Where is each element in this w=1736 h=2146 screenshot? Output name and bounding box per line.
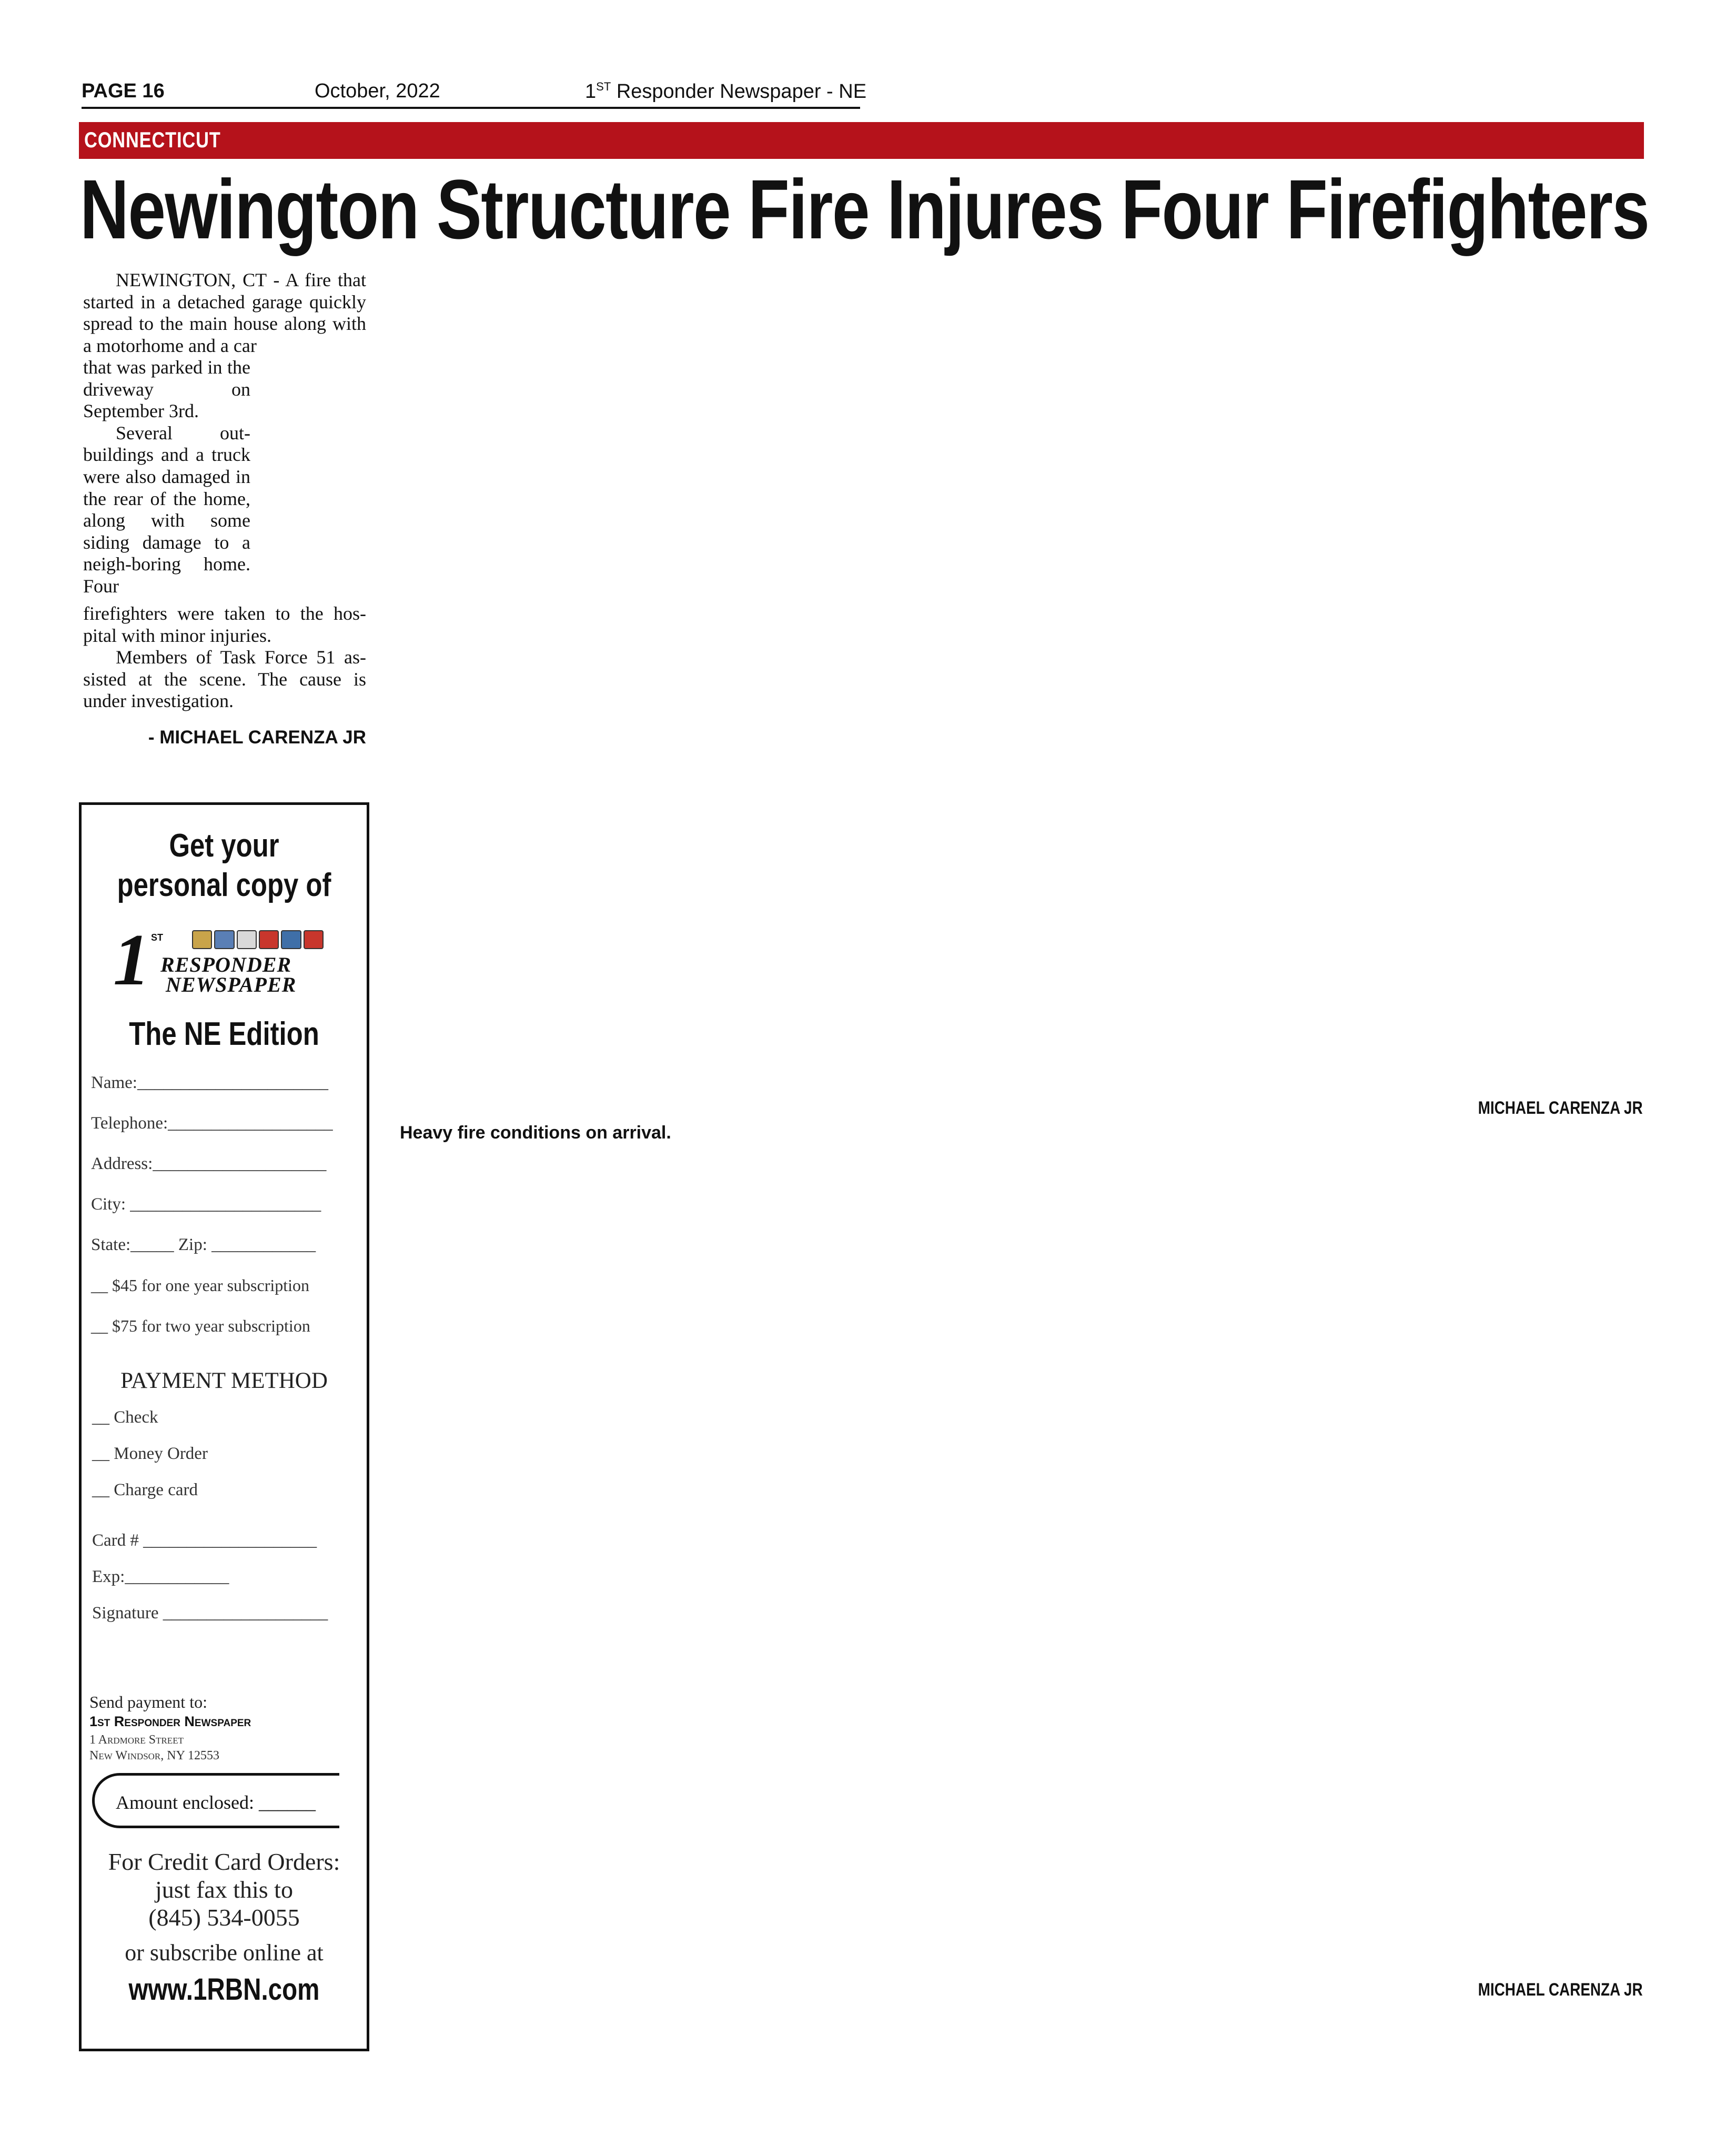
logo-responder: RESPONDER	[160, 953, 292, 976]
page-number: PAGE 16	[82, 80, 165, 102]
section-bar	[79, 122, 1644, 159]
credit-card-line-1: For Credit Card Orders:	[108, 1848, 340, 1875]
send-payment-org: 1st Responder Newspaper	[89, 1714, 251, 1729]
logo-numeral: 1	[113, 919, 150, 1001]
send-payment-label: Send payment to:	[89, 1692, 207, 1711]
name-field[interactable]: Name:______________________	[91, 1073, 328, 1092]
article-byline: - MICHAEL CARENZA JR	[148, 727, 366, 748]
city-field[interactable]: City: ______________________	[91, 1195, 321, 1214]
publication-prefix: 1	[585, 80, 597, 103]
subscribe-url-link[interactable]: www.1RBN.com	[128, 1972, 320, 2007]
article-p2: Several out-buildings and a truck were also damaged in the rear of the home, along with some siding damage to a neigh-boring home. Four	[83, 422, 250, 597]
two-year-option[interactable]: __ $75 for two year subscription	[91, 1316, 310, 1335]
state-zip-field[interactable]: State:_____ Zip: ____________	[91, 1235, 316, 1254]
check-option[interactable]: __ Check	[92, 1408, 158, 1427]
address-field[interactable]: Address:____________________	[91, 1154, 327, 1173]
subscribe-online-label: or subscribe online at	[125, 1940, 324, 1966]
subscription-heading	[107, 826, 341, 905]
amount-enclosed-box[interactable]	[92, 1773, 339, 1828]
article-p2-tail: firefighters were taken to the hos-pital with minor injuries.	[83, 603, 366, 646]
exp-field[interactable]: Exp:____________	[92, 1567, 229, 1586]
charge-card-option[interactable]: __ Charge card	[92, 1480, 198, 1499]
article-p3: Members of Task Force 51 as-sisted at the scene. The cause is under investigation.	[83, 647, 366, 712]
header-rule	[82, 107, 860, 109]
logo-newspaper: NEWSPAPER	[166, 973, 297, 996]
logo-st: ST	[151, 932, 164, 943]
card-number-field[interactable]: Card # ____________________	[92, 1531, 317, 1550]
credit-card-line-2: just fax this to	[155, 1876, 293, 1903]
logo-trucks-icon	[192, 930, 324, 949]
publication-sup: ST	[596, 80, 611, 93]
issue-date: October, 2022	[315, 80, 440, 102]
send-payment-address-2: New Windsor, NY 12553	[89, 1749, 220, 1762]
amount-enclosed-label: Amount enclosed: ______	[116, 1792, 316, 1813]
headline: Newington Structure Fire Injures Four Firefighters	[80, 162, 1649, 256]
newspaper-logo	[113, 919, 339, 1001]
photo-caption-1: Heavy fire conditions on arrival.	[400, 1123, 671, 1143]
photo-credit-2: MICHAEL CARENZA JR	[1478, 1980, 1643, 2000]
money-order-option[interactable]: __ Money Order	[92, 1444, 208, 1463]
subscription-form	[79, 802, 369, 2051]
telephone-field[interactable]: Telephone:___________________	[91, 1114, 333, 1133]
payment-method-title: PAYMENT METHOD	[120, 1368, 328, 1393]
fax-number: (845) 534-0055	[148, 1904, 300, 1931]
subscription-heading-line2: personal copy of	[117, 867, 331, 903]
edition-title: The NE Edition	[129, 1016, 319, 1052]
send-payment-address-1: 1 Ardmore Street	[89, 1733, 184, 1747]
subscription-heading-line1: Get your	[169, 828, 279, 864]
article-narrow-column	[83, 357, 250, 598]
section-label: CONNECTICUT	[84, 127, 221, 152]
article-p1-rest: that was parked in the driveway on September 3rd.	[83, 357, 250, 422]
publication-rest: Responder Newspaper - NE	[611, 80, 867, 103]
publication-name	[585, 80, 866, 103]
article-lead: NEWINGTON, CT - A fire that started in a detached garage quickly spread to the main house along with a motorhome and a car	[83, 269, 366, 356]
one-year-option[interactable]: __ $45 for one year subscription	[91, 1276, 310, 1295]
signature-field[interactable]: Signature ___________________	[92, 1604, 328, 1623]
article-wide-tail	[83, 603, 366, 712]
photo-credit-1: MICHAEL CARENZA JR	[1478, 1098, 1643, 1118]
